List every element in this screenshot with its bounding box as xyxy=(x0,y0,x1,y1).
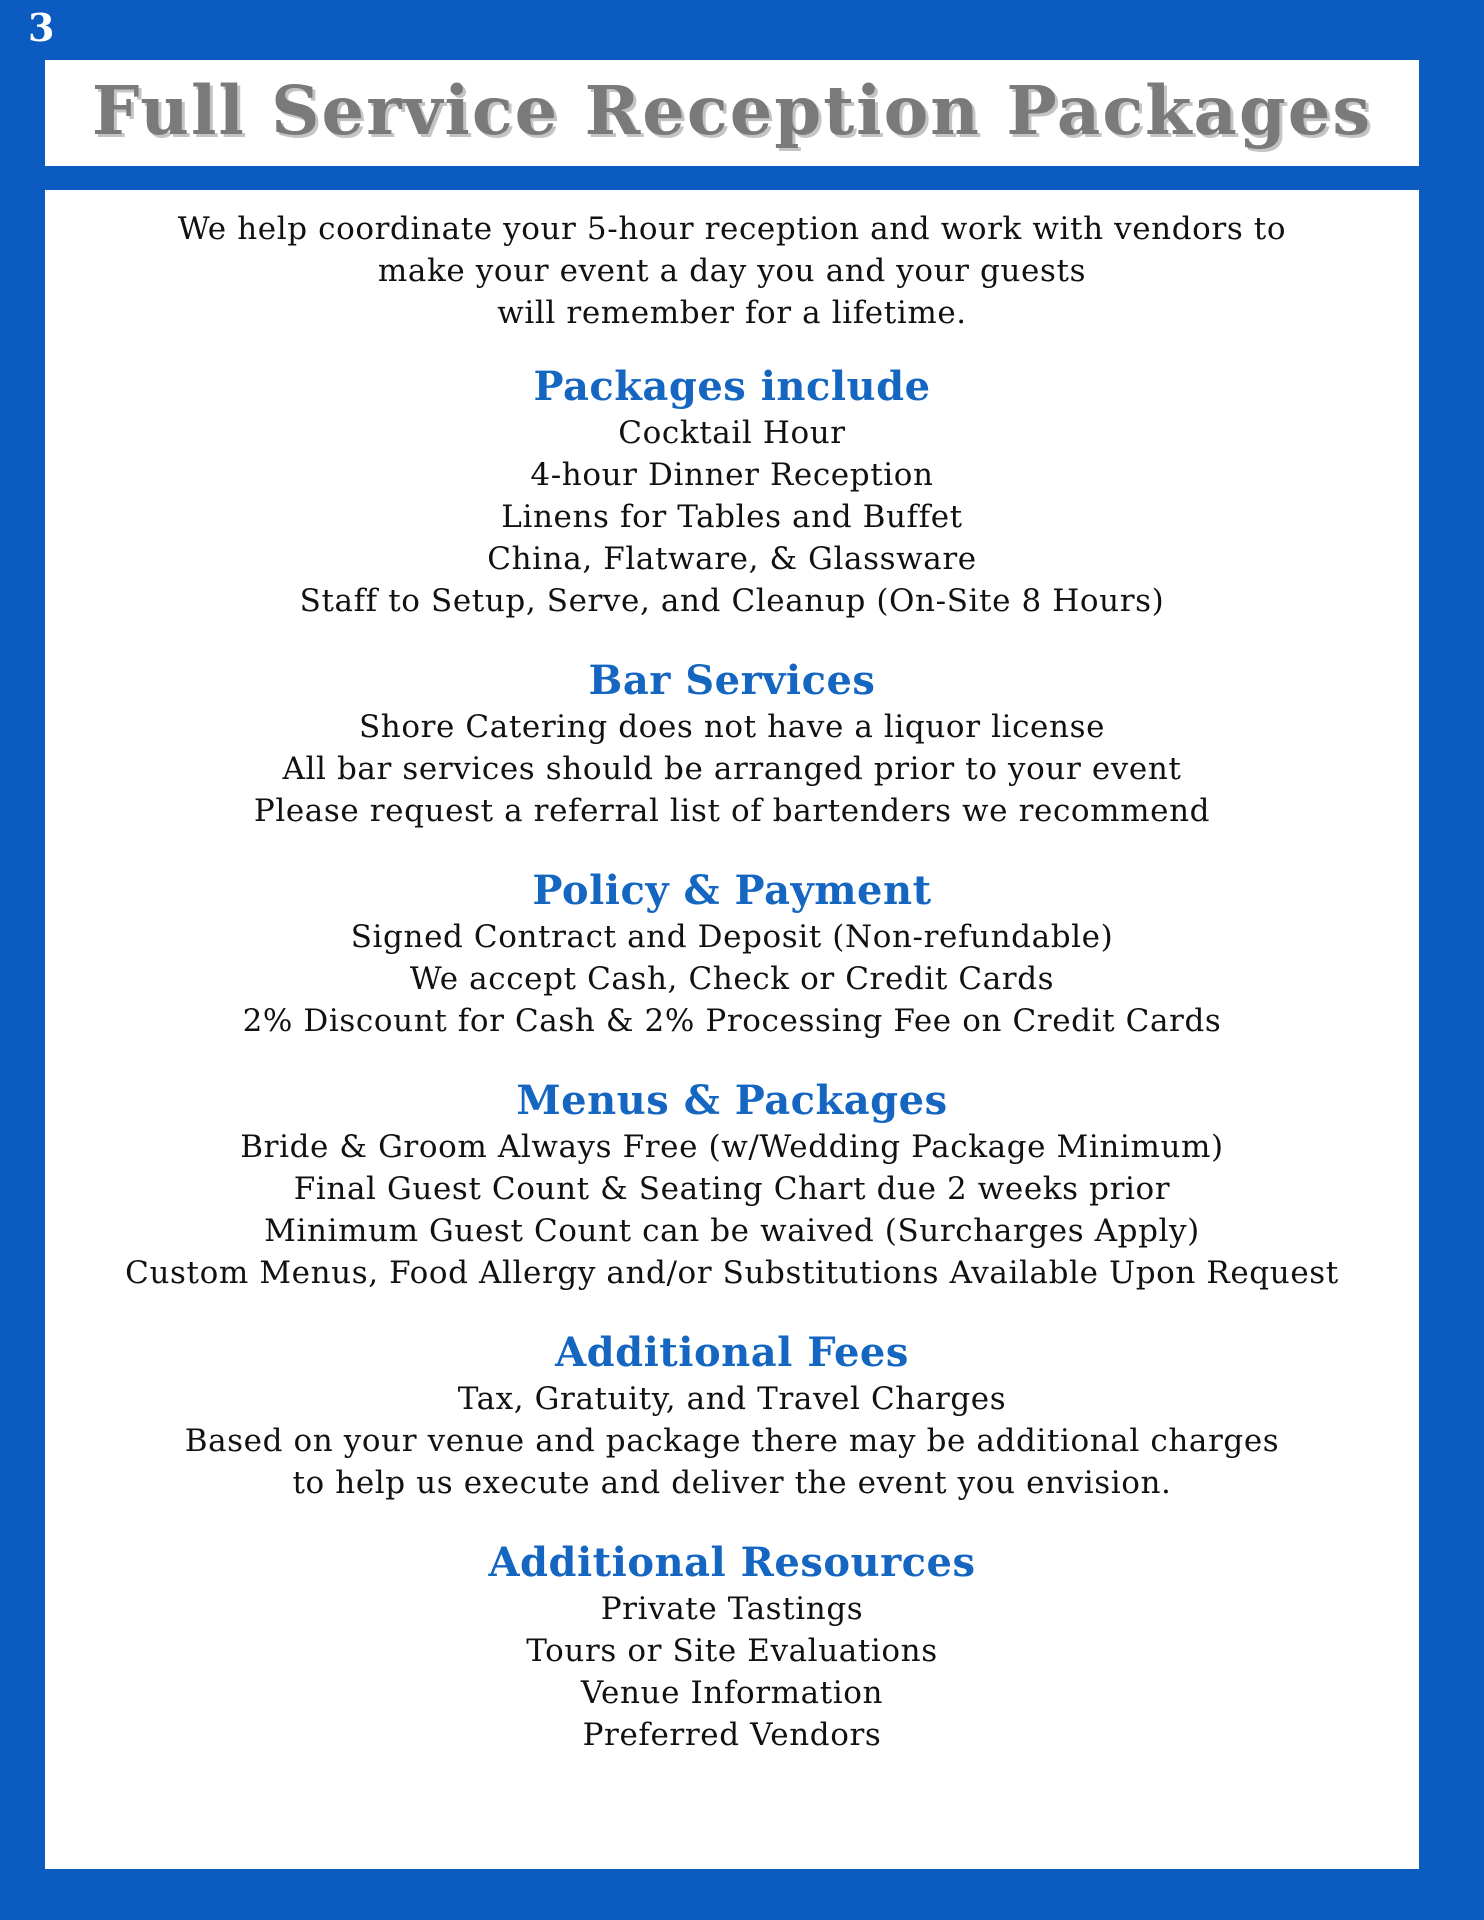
section-heading: Menus & Packages xyxy=(516,1077,948,1124)
section-line: Preferred Vendors xyxy=(582,1717,882,1753)
section-bar-services xyxy=(45,656,1419,832)
page-number: 3 xyxy=(28,5,55,50)
section-line: Final Guest Count & Seating Chart due 2 weeks prior xyxy=(293,1171,1171,1207)
intro-paragraph xyxy=(45,208,1419,334)
intro-line: make your event a day you and your guests xyxy=(377,253,1087,289)
section-line: Tax, Gratuity, and Travel Charges xyxy=(457,1381,1007,1417)
section-lines xyxy=(45,412,1419,622)
section-lines xyxy=(45,1126,1419,1294)
intro-line: will remember for a lifetime. xyxy=(497,295,967,331)
section-line: Shore Catering does not have a liquor license xyxy=(358,709,1106,745)
section-policy-payment xyxy=(45,866,1419,1042)
section-lines xyxy=(45,916,1419,1042)
section-lines xyxy=(45,706,1419,832)
section-menus-packages xyxy=(45,1076,1419,1294)
section-line: 4-hour Dinner Reception xyxy=(530,457,934,493)
section-heading: Additional Resources xyxy=(488,1539,976,1586)
section-line: Please request a referral list of bartenders we recommend xyxy=(253,793,1211,829)
section-line: China, Flatware, & Glassware xyxy=(487,541,977,577)
section-additional-resources xyxy=(45,1538,1419,1756)
section-line: Custom Menus, Food Allergy and/or Substitutions Available Upon Request xyxy=(125,1255,1339,1291)
section-line: Tours or Site Evaluations xyxy=(526,1633,938,1669)
page-title: Full Service Reception Packages xyxy=(91,70,1373,150)
title-banner xyxy=(45,60,1419,166)
section-heading: Packages include xyxy=(533,363,931,410)
section-line: to help us execute and deliver the event you envision. xyxy=(292,1465,1172,1501)
section-line: Bride & Groom Always Free (w/Wedding Package Minimum) xyxy=(240,1129,1224,1165)
section-line: Staff to Setup, Serve, and Cleanup (On-Site 8 Hours) xyxy=(299,583,1165,619)
section-packages-include xyxy=(45,362,1419,622)
section-heading: Bar Services xyxy=(588,657,876,704)
content-panel xyxy=(45,190,1419,1869)
section-heading: Additional Fees xyxy=(555,1329,909,1376)
section-line: Based on your venue and package there may be additional charges xyxy=(184,1423,1280,1459)
section-additional-fees xyxy=(45,1328,1419,1504)
section-line: Linens for Tables and Buffet xyxy=(501,499,963,535)
section-line: All bar services should be arranged prior to your event xyxy=(282,751,1182,787)
intro-line: We help coordinate your 5-hour reception and work with vendors to xyxy=(177,211,1287,247)
section-line: Cocktail Hour xyxy=(618,415,846,451)
section-lines xyxy=(45,1588,1419,1756)
section-line: Signed Contract and Deposit (Non-refundable) xyxy=(350,919,1114,955)
section-line: Minimum Guest Count can be waived (Surcharges Apply) xyxy=(264,1213,1200,1249)
section-line: We accept Cash, Check or Credit Cards xyxy=(409,961,1055,997)
section-lines xyxy=(45,1378,1419,1504)
section-line: 2% Discount for Cash & 2% Processing Fee on Credit Cards xyxy=(242,1003,1222,1039)
section-heading: Policy & Payment xyxy=(532,867,932,914)
section-line: Venue Information xyxy=(580,1675,884,1711)
section-line: Private Tastings xyxy=(600,1591,864,1627)
